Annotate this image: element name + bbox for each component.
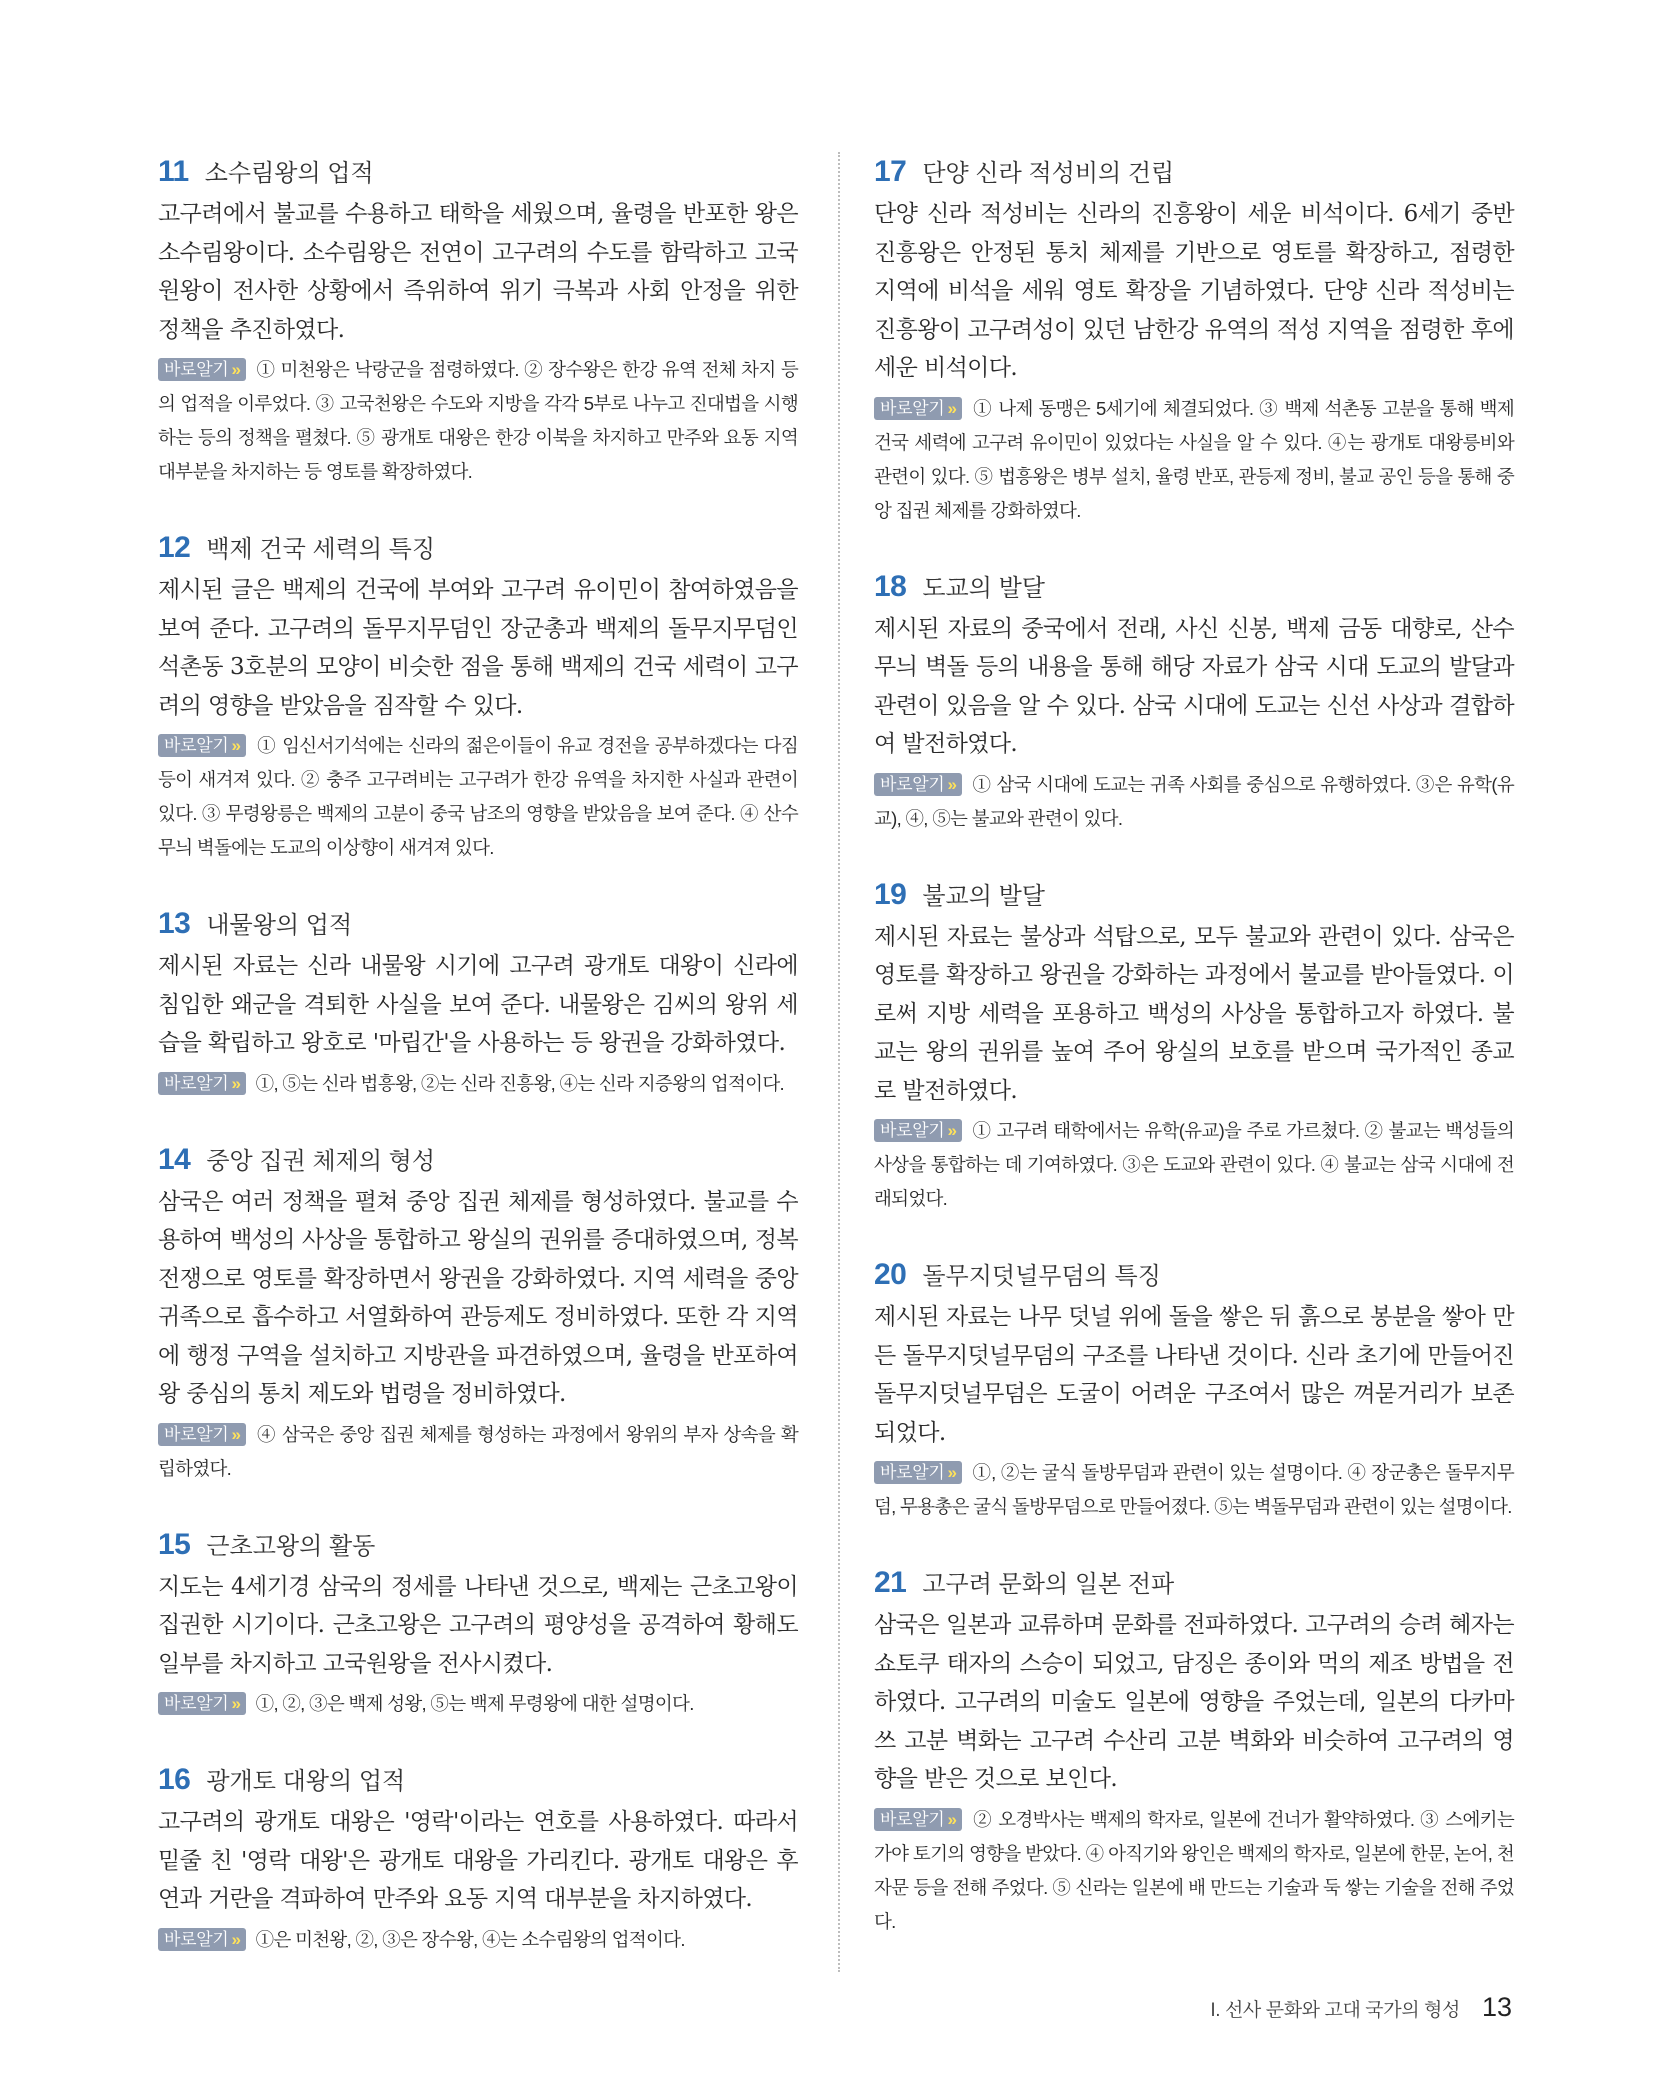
badge-label: 바로알기 [164, 360, 229, 379]
question-number: 15 [158, 1527, 191, 1561]
badge-label: 바로알기 [164, 1694, 229, 1713]
barogal-badge [874, 397, 962, 420]
chevron-right-icon: » [947, 398, 957, 418]
answer-correction [874, 768, 1514, 836]
page-number: 13 [1481, 1992, 1512, 2022]
badge-label: 바로알기 [880, 774, 945, 794]
badge-label: 바로알기 [880, 398, 945, 418]
barogal-badge [874, 1461, 962, 1484]
question-title: 중앙 집권 체제의 형성 [206, 1147, 436, 1175]
barogal-badge [158, 1928, 246, 1951]
answer-correction [158, 729, 798, 865]
explanation-text: 단양 신라 적성비는 신라의 진흥왕이 세운 비석이다. 6세기 중반 진흥왕은 안정된 통치 체제를 기반으로 영토를 확장하고, 점령한 지역에 비석을 세워 영토 확장을 기념하였다. 단양 신라 적성비는 진흥왕이 고구려성이 있던 남한강 유역의 적성 지역을 점령한 후에 세운 비석이다. [874, 201, 1514, 381]
question-title: 단양 신라 적성비의 건립 [922, 160, 1175, 187]
question-number: 11 [158, 155, 189, 188]
answer-text: ① 나제 동맹은 5세기에 체결되었다. ③ 백제 석촌동 고분을 통해 백제 건국 세력에 고구려 유이민이 있었다는 사실을 알 수 있다. ④는 광개토 대왕릉비와 관련이 있다. ⑤ 법흥왕은 병부 설치, 율령 반포, 관등제 정비, 불교 공인 등을 통해 중앙 집권 체제를 강화하였다. [874, 397, 1514, 521]
column-divider [838, 152, 840, 1972]
answer-text: ①, ⑤는 신라 법흥왕, ②는 신라 진흥왕, ④는 신라 지증왕의 업적이다. [255, 1072, 784, 1094]
page-footer [1210, 1992, 1512, 2023]
question-number: 16 [158, 1763, 191, 1796]
answer-text: ① 고구려 태학에서는 유학(유교)을 주로 가르쳤다. ② 불교는 백성들의 사상을 통합하는 데 기여하였다. ③은 도교와 관련이 있다. ④ 불교는 삼국 시대에 전래되었다. [874, 1120, 1514, 1209]
question-19 [874, 876, 1514, 1217]
explanation-text: 제시된 자료는 나무 덧널 위에 돌을 쌓은 뒤 흙으로 봉분을 쌓아 만든 돌무지덧널무덤의 구조를 나타낸 것이다. 신라 초기에 만들어진 돌무지덧널무덤은 도굴이 어려운 구조여서 많은 껴묻거리가 보존되었다. [874, 1304, 1514, 1446]
question-12 [158, 529, 798, 865]
question-title: 고구려 문화의 일본 전파 [922, 1571, 1175, 1598]
question-11 [158, 153, 798, 489]
question-header [874, 1256, 1514, 1292]
question-number: 14 [158, 1142, 191, 1176]
answer-correction [874, 1803, 1514, 1939]
question-number: 18 [874, 569, 907, 603]
explanation-text: 고구려에서 불교를 수용하고 태학을 세웠으며, 율령을 반포한 왕은 소수림왕이다. 소수림왕은 전연이 고구려의 수도를 함락하고 고국원왕이 전사한 상황에서 즉위하여 위기 극복과 사회 안정을 위한 정책을 추진하였다. [158, 201, 798, 343]
question-20 [874, 1256, 1514, 1524]
question-header [158, 1526, 798, 1562]
badge-label: 바로알기 [164, 736, 229, 755]
question-16 [158, 1761, 798, 1957]
answer-text: ①, ②, ③은 백제 성왕, ⑤는 백제 무령왕에 대한 설명이다. [255, 1693, 694, 1714]
chevron-right-icon: » [231, 1073, 241, 1093]
question-21 [874, 1564, 1514, 1939]
question-17 [874, 153, 1514, 528]
answer-correction [158, 1923, 798, 1957]
answer-correction [874, 1456, 1514, 1524]
question-14 [158, 1141, 798, 1486]
chevron-right-icon: » [231, 360, 241, 379]
answer-correction [874, 1114, 1514, 1216]
answer-correction [158, 353, 798, 489]
chevron-right-icon: » [947, 1121, 957, 1140]
badge-label: 바로알기 [164, 1929, 229, 1949]
explanation-text: 제시된 자료는 불상과 석탑으로, 모두 불교와 관련이 있다. 삼국은 영토를 확장하고 왕권을 강화하는 과정에서 불교를 받아들였다. 이로써 지방 세력을 포용하고 백성의 사상을 통합하고자 하였다. 불교는 왕의 권위를 높여 주어 왕실의 보호를 받으며 국가적인 종교로 발전하였다. [874, 923, 1514, 1104]
question-header [158, 905, 798, 941]
answer-text: ①, ②는 굴식 돌방무덤과 관련이 있는 설명이다. ④ 장군총은 돌무지무덤, 무용총은 굴식 돌방무덤으로 만들어졌다. ⑤는 벽돌무덤과 관련이 있는 설명이다. [874, 1462, 1514, 1517]
left-column [158, 153, 798, 1997]
question-title: 소수림왕의 업적 [204, 160, 374, 187]
right-column [874, 153, 1514, 1979]
question-header [158, 1141, 798, 1177]
question-number: 19 [874, 877, 907, 911]
question-title: 광개토 대왕의 업적 [206, 1768, 406, 1795]
chevron-right-icon: » [947, 1809, 957, 1829]
barogal-badge [158, 1692, 246, 1715]
question-header [158, 153, 798, 189]
question-title: 돌무지덧널무덤의 특징 [922, 1263, 1161, 1290]
question-title: 백제 건국 세력의 특징 [206, 536, 436, 563]
badge-label: 바로알기 [164, 1073, 229, 1093]
explanation-text: 제시된 글은 백제의 건국에 부여와 고구려 유이민이 참여하였음을 보여 준다. 고구려의 돌무지무덤인 장군총과 백제의 돌무지무덤인 석촌동 3호분의 모양이 비슷한 점을 통해 백제의 건국 세력이 고구려의 영향을 받았음을 짐작할 수 있다. [158, 577, 798, 719]
answer-text: ① 미천왕은 낙랑군을 점령하였다. ② 장수왕은 한강 유역 전체 차지 등의 업적을 이루었다. ③ 고국천왕은 수도와 지방을 각각 5부로 나누고 진대법을 시행하는 등의 정책을 펼쳤다. ⑤ 광개토 대왕은 한강 이북을 차지하고 만주와 요동 지역 대부분을 차지하는 등 영토를 확장하였다. [158, 359, 798, 482]
footer-section-title: I. 선사 문화와 고대 국가의 형성 [1210, 2000, 1460, 2021]
explanation-text: 제시된 자료는 신라 내물왕 시기에 고구려 광개토 대왕이 신라에 침입한 왜군을 격퇴한 사실을 보여 준다. 내물왕은 김씨의 왕위 세습을 확립하고 왕호로 '마립간'을 사용하는 등 왕권을 강화하였다. [158, 953, 798, 1056]
explanation-text: 제시된 자료의 중국에서 전래, 사신 신봉, 백제 금동 대향로, 산수무늬 벽돌 등의 내용을 통해 해당 자료가 삼국 시대 도교의 발달과 관련이 있음을 알 수 있다. 삼국 시대에 도교는 신선 사상과 결합하여 발전하였다. [874, 615, 1514, 757]
chevron-right-icon: » [231, 1424, 241, 1444]
barogal-badge [158, 734, 246, 757]
answer-correction [158, 1418, 798, 1486]
answer-correction [158, 1687, 798, 1721]
question-number: 17 [874, 155, 907, 188]
question-number: 20 [874, 1258, 907, 1291]
question-title: 근초고왕의 활동 [206, 1532, 376, 1560]
explanation-text: 고구려의 광개토 대왕은 '영락'이라는 연호를 사용하였다. 따라서 밑줄 친 '영락 대왕'은 광개토 대왕을 가리킨다. 광개토 대왕은 후연과 거란을 격파하여 만주와 요동 지역 대부분을 차지하였다. [158, 1809, 798, 1912]
question-title: 도교의 발달 [922, 574, 1045, 602]
question-header [874, 1564, 1514, 1600]
question-18 [874, 568, 1514, 836]
question-header [874, 153, 1514, 189]
chevron-right-icon: » [947, 774, 957, 794]
question-title: 불교의 발달 [922, 882, 1045, 910]
question-number: 12 [158, 531, 191, 564]
badge-label: 바로알기 [880, 1121, 945, 1140]
answer-text: ② 오경박사는 백제의 학자로, 일본에 건너가 활약하였다. ③ 스에키는 가야 토기의 영향을 받았다. ④ 아직기와 왕인은 백제의 학자로, 일본에 한문, 논어, 천자문 등을 전해 주었다. ⑤ 신라는 일본에 배 만드는 기술과 둑 쌓는 기술을 전해 주었다. [874, 1808, 1514, 1932]
question-title: 내물왕의 업적 [206, 912, 353, 939]
question-header [874, 876, 1514, 912]
answer-correction [158, 1067, 798, 1101]
question-number: 13 [158, 907, 191, 940]
explanation-text: 삼국은 일본과 교류하며 문화를 전파하였다. 고구려의 승려 혜자는 쇼토쿠 태자의 스승이 되었고, 담징은 종이와 먹의 제조 방법을 전하였다. 고구려의 미술도 일본에 영향을 주었는데, 일본의 다카마쓰 고분 벽화는 고구려 수산리 고분 벽화와 비슷하여 고구려의 영향을 받은 것으로 보인다. [874, 1612, 1514, 1792]
answer-text: ①은 미천왕, ②, ③은 장수왕, ④는 소수림왕의 업적이다. [255, 1928, 685, 1950]
barogal-badge [874, 773, 962, 796]
explanation-text: 삼국은 여러 정책을 펼쳐 중앙 집권 체제를 형성하였다. 불교를 수용하여 백성의 사상을 통합하고 왕실의 권위를 증대하였으며, 정복 전쟁으로 영토를 확장하면서 왕권을 강화하였다. 지역 세력을 중앙 귀족으로 흡수하고 서열화하여 관등제도 정비하였다. 또한 각 지역에 행정 구역을 설치하고 지방관을 파견하였으며, 율령을 반포하여 왕 중심의 통치 제도와 법령을 정비하였다. [158, 1188, 798, 1407]
question-number: 21 [874, 1566, 907, 1599]
answer-text: ① 임신서기석에는 신라의 젊은이들이 유교 경전을 공부하겠다는 다짐 등이 새겨져 있다. ② 충주 고구려비는 고구려가 한강 유역을 차지한 사실과 관련이 있다. ③ 무령왕릉은 백제의 고분이 중국 남조의 영향을 받았음을 보여 준다. ④ 산수무늬 벽돌에는 도교의 이상향이 새겨져 있다. [158, 735, 798, 858]
badge-label: 바로알기 [880, 1809, 945, 1829]
answer-correction [874, 392, 1514, 528]
answer-text: ① 삼국 시대에 도교는 귀족 사회를 중심으로 유행하였다. ③은 유학(유교), ④, ⑤는 불교와 관련이 있다. [874, 773, 1514, 829]
chevron-right-icon: » [231, 1694, 241, 1713]
barogal-badge [158, 1423, 246, 1446]
chevron-right-icon: » [231, 1929, 241, 1949]
question-header [158, 529, 798, 565]
question-13 [158, 905, 798, 1101]
barogal-badge [158, 358, 246, 381]
chevron-right-icon: » [947, 1463, 957, 1482]
question-header [158, 1761, 798, 1797]
barogal-badge [874, 1808, 962, 1831]
barogal-badge [158, 1072, 246, 1095]
question-header [874, 568, 1514, 604]
badge-label: 바로알기 [164, 1424, 229, 1444]
explanation-text: 지도는 4세기경 삼국의 정세를 나타낸 것으로, 백제는 근초고왕이 집권한 시기이다. 근초고왕은 고구려의 평양성을 공격하여 황해도 일부를 차지하고 고국원왕을 전사시켰다. [158, 1573, 798, 1677]
question-15 [158, 1526, 798, 1722]
badge-label: 바로알기 [880, 1463, 945, 1482]
chevron-right-icon: » [231, 736, 241, 755]
barogal-badge [874, 1119, 962, 1142]
answer-text: ④ 삼국은 중앙 집권 체제를 형성하는 과정에서 왕위의 부자 상속을 확립하였다. [158, 1423, 798, 1479]
